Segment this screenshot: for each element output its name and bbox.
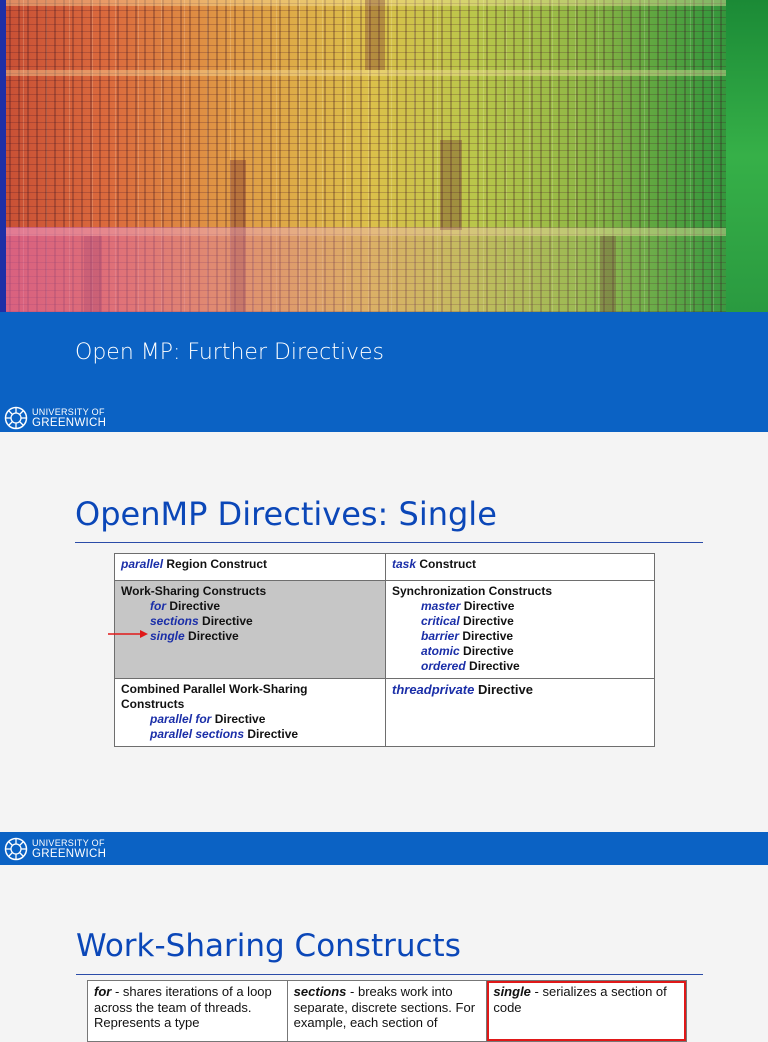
logo-line2: GREENWICH (32, 417, 107, 429)
cell-for: for - shares iterations of a loop across the team of threads. Represents a type (88, 981, 288, 1041)
footer-band (0, 832, 768, 865)
cell-task-construct: task Construct (386, 554, 655, 581)
directives-table (114, 553, 655, 747)
deck-title: Open MP: Further Directives (75, 340, 384, 365)
list-item: for Directive (150, 599, 221, 613)
logo-line2: GREENWICH (32, 848, 107, 860)
cell-work-sharing (115, 581, 386, 679)
list-item: parallel sections Directive (150, 727, 299, 741)
combined-heading-line2: Constructs (121, 697, 185, 711)
university-seal-icon (4, 837, 28, 861)
cell-single-highlighted: single - serializes a section of code (487, 981, 686, 1041)
list-item: critical Directive (421, 614, 514, 628)
cell-parallel-region: parallel Region Construct (115, 554, 386, 581)
list-item-single: single Directive (150, 629, 239, 643)
slide-title: Work-Sharing Constructs (76, 928, 461, 964)
university-seal-icon (4, 406, 28, 430)
title-band (0, 312, 768, 432)
work-sharing-heading: Work-Sharing Constructs (121, 584, 267, 598)
list-item: sections Directive (150, 614, 253, 628)
work-sharing-table (87, 980, 687, 1042)
list-item: parallel for Directive (150, 712, 266, 726)
red-arrow-icon (107, 627, 149, 641)
list-item: barrier Directive (421, 629, 514, 643)
slide-title: OpenMP Directives: Single (75, 495, 497, 533)
university-logo (4, 837, 106, 861)
logo-line1: UNIVERSITY OF (32, 407, 105, 417)
cell-threadprivate: threadprivate Directive (386, 679, 655, 747)
cell-sections: sections - breaks work into separate, discrete sections. For example, each section of (288, 981, 488, 1041)
title-underline (76, 974, 703, 975)
title-underline (75, 542, 703, 543)
chip-die-photo (0, 0, 768, 312)
combined-heading-line1: Combined Parallel Work-Sharing (121, 682, 308, 696)
logo-line1: UNIVERSITY OF (32, 838, 105, 848)
synchronization-heading: Synchronization Constructs (392, 584, 553, 598)
list-item: ordered Directive (421, 659, 520, 673)
university-logo (4, 406, 106, 430)
cell-combined-parallel (115, 679, 386, 747)
list-item: atomic Directive (421, 644, 514, 658)
list-item: master Directive (421, 599, 515, 613)
cell-synchronization (386, 581, 655, 679)
